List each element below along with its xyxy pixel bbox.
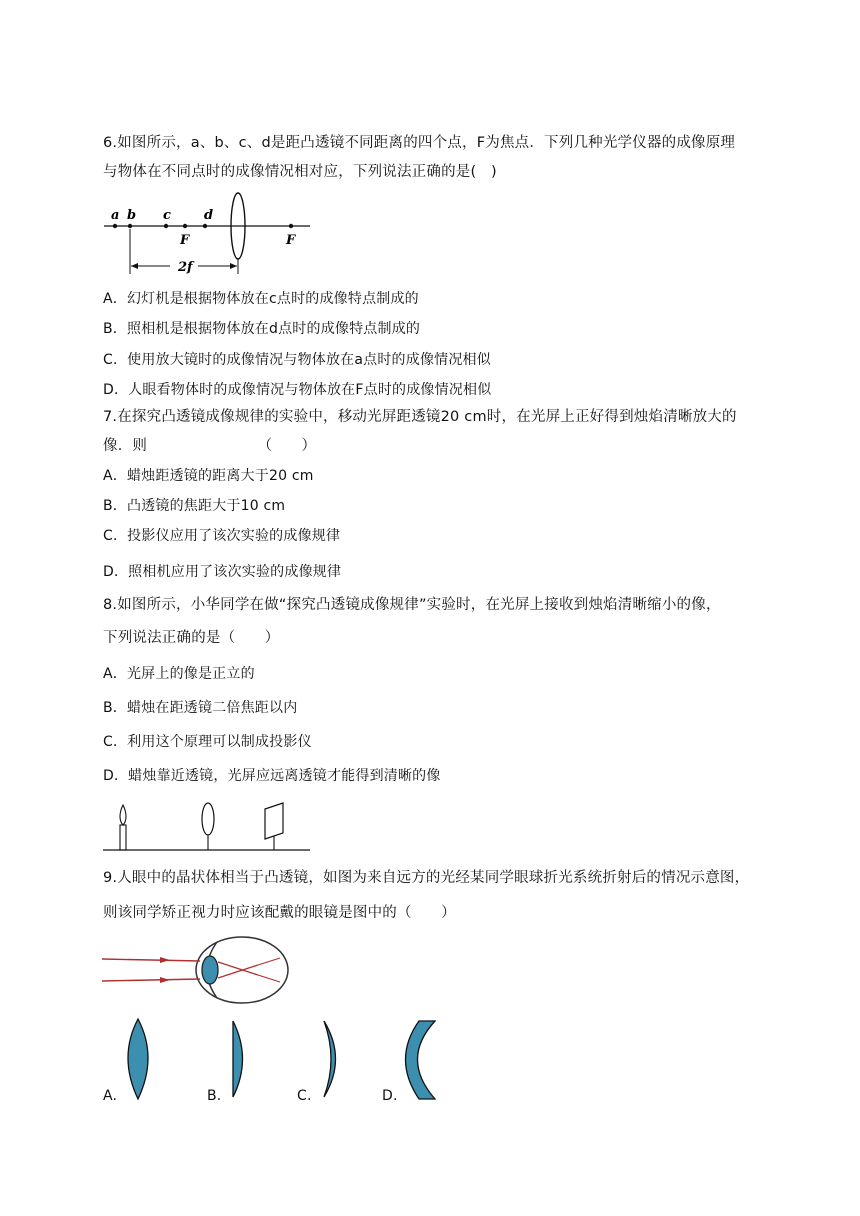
- q8-option-d: D．蜡烛靠近透镜，光屏应远离透镜才能得到清晰的像: [103, 768, 441, 784]
- point-a-label: a: [111, 208, 120, 223]
- q8-option-b: B．蜡烛在距透镜二倍焦距以内: [103, 700, 298, 716]
- meniscus-lens-icon: [324, 1021, 336, 1097]
- q7-stem-line1: 7.在探究凸透镜成像规律的实验中，移动光屏距透镜20 cm时，在光屏上正好得到烛焰清晰放大的: [103, 409, 737, 425]
- q9-choice-d-label: D.: [382, 1088, 398, 1104]
- screen-icon: [265, 803, 283, 839]
- concave-lens-icon: [406, 1021, 436, 1099]
- q8-bench-figure: [100, 797, 315, 857]
- distance-2f-label: 2f: [178, 260, 193, 275]
- q6-stem-line1: 6.如图所示，a、b、c、d是距凸透镜不同距离的四个点，F为焦点．下列几种光学仪器的成像原理: [103, 135, 736, 151]
- candle-icon: [120, 825, 126, 850]
- q7-option-d: D．照相机应用了该次实验的成像规律: [103, 564, 342, 580]
- q9-stem-line2: 则该同学矫正视力时应该配戴的眼镜是图中的（ ）: [103, 905, 456, 921]
- q6-option-d: D．人眼看物体时的成像情况与物体放在F点时的成像情况相似: [103, 382, 492, 398]
- q6-option-c: C．使用放大镜时的成像情况与物体放在a点时的成像情况相似: [103, 352, 491, 368]
- q7-stem-line2: 像．则 （ ）: [103, 438, 317, 454]
- point-d-label: d: [204, 208, 214, 223]
- q9-stem-line1: 9.人眼中的晶状体相当于凸透镜，如图为来自远方的光经某同学眼球折光系统折射后的情况示意图，: [103, 870, 750, 886]
- point-c-label: c: [163, 208, 171, 223]
- point-b-label: b: [127, 208, 137, 223]
- q9-choice-c-label: C.: [297, 1088, 312, 1104]
- focus-left-label: F: [180, 233, 190, 248]
- q8-option-a: A．光屏上的像是正立的: [103, 666, 255, 682]
- plano-convex-lens-icon: [233, 1021, 243, 1097]
- lens-icon: [202, 803, 214, 835]
- q9-choice-b-label: B.: [207, 1088, 222, 1104]
- q8-stem-line1: 8.如图所示，小华同学在做“探究凸透镜成像规律”实验时，在光屏上接收到烛焰清晰缩小的像，: [103, 597, 721, 613]
- q8-stem-line2: 下列说法正确的是（ ）: [103, 630, 280, 646]
- q9-choice-a-label: A.: [103, 1088, 118, 1104]
- q6-stem-line2: 与物体在不同点时的成像情况相对应，下列说法正确的是( ): [103, 164, 497, 180]
- q8-option-c: C．利用这个原理可以制成投影仪: [103, 734, 312, 750]
- q6-lens-figure: [100, 196, 320, 276]
- biconvex-lens-icon: [128, 1019, 148, 1099]
- q7-option-c: C．投影仪应用了该次实验的成像规律: [103, 528, 341, 544]
- q6-option-b: B．照相机是根据物体放在d点时的成像特点制成的: [103, 321, 421, 337]
- focus-right-label: F: [286, 233, 296, 248]
- q9-eye-figure: [100, 934, 300, 1009]
- crystalline-lens-icon: [202, 956, 218, 984]
- q7-option-b: B．凸透镜的焦距大于10 cm: [103, 498, 286, 514]
- q7-option-a: A．蜡烛距透镜的距离大于20 cm: [103, 468, 314, 484]
- q6-option-a: A．幻灯机是根据物体放在c点时的成像特点制成的: [103, 291, 419, 307]
